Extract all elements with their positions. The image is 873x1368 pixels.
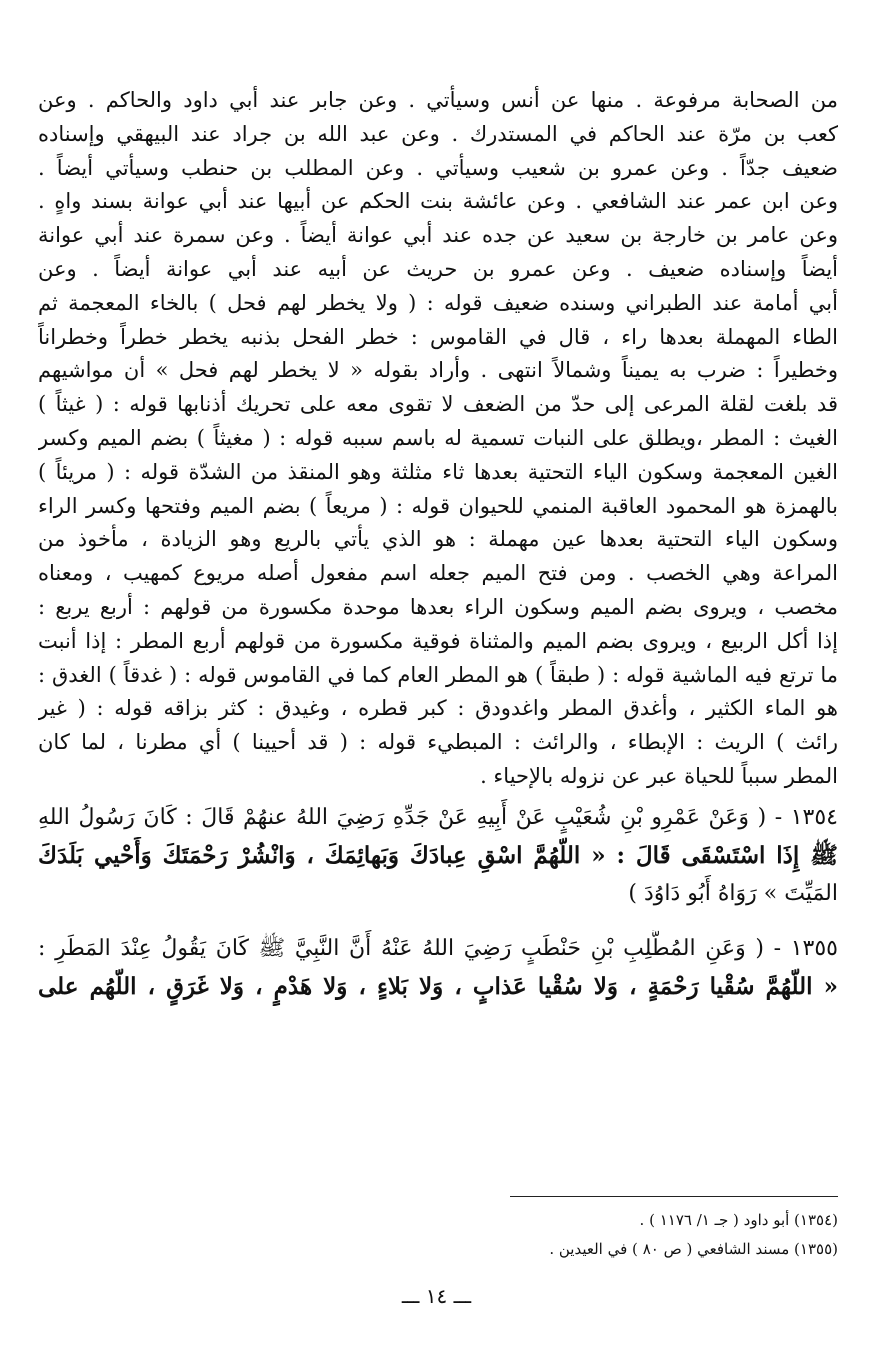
hadith-line: ١٣٥٤ - ( وَعَنْ عَمْرِو بْنِ شُعَيْبٍ عَنْ أَبِيهِ عَنْ جَدِّهِ رَضِيَ اللهُ عنهُمْ قَالَ : كَانَ رَسُولُ اللهِ bbox=[38, 804, 838, 830]
commentary-line: من الصحابة مرفوعة . منها عن أنس وسيأتي . وعن جابر عند أبي داود والحاكم . وعن bbox=[38, 88, 838, 112]
footnote: (١٣٥٥) مسند الشافعي ( ص ٨٠ ) في العيدين . bbox=[549, 1240, 838, 1258]
commentary-line: رائث ) الريث : الإبطاء ، والرائث : المبطيء قوله : ( قد أحيينا ) أي مطرنا ، لما كان bbox=[38, 730, 838, 755]
hadith-line: « اللّهُمَّ سُقْيا رَحْمَةٍ ، وَلا سُقْيا عَذابٍ ، وَلا بَلاءٍ ، وَلا هَدْمٍ ، وَلا غَرَقٍ ، اللّهُم على bbox=[38, 972, 838, 1000]
commentary-line: ما ترتع فيه الماشية قوله : ( طبقاً ) هو المطر العام كما في القاموس قوله : ( غدقاً ) الغدق : bbox=[38, 662, 838, 687]
commentary-line: كعب بن مرّة عند الحاكم في المستدرك . وعن عبد الله بن جراد عند البيهقي وإسناده bbox=[38, 121, 838, 146]
commentary-block bbox=[38, 84, 838, 794]
commentary-line: المراعة وهي الخصب . ومن فتح الميم جعله اسم مفعول أصله مريوع كمهيب ، ومعناه bbox=[38, 561, 838, 586]
hadith-line: المَيِّتَ » رَوَاهُ أَبُو دَاوُدَ ) bbox=[628, 880, 838, 906]
commentary-line: أيضاً وإسناده ضعيف . وعن عمرو بن حريث عن أبيه عند أبي عوانة أيضاً . وعن bbox=[38, 256, 838, 281]
commentary-line: الطاء المهملة بعدها راء ، قال في القاموس : خطر الفحل بذنبه يخطر خطراً وخطراناً bbox=[38, 324, 838, 349]
footnote-divider bbox=[510, 1196, 838, 1197]
commentary-line: مخصب ، ويروى بضم الميم وسكون الراء بعدها موحدة مكسورة من قولهم : أربع يربع : bbox=[38, 594, 838, 619]
page-number: ـــ ١٤ ـــ bbox=[401, 1284, 472, 1308]
commentary-line: وسكون الياء التحتية بعدها عين مهملة : هو الذي يأتي بالريع وهو الزيادة ، مأخوذ من bbox=[38, 527, 838, 552]
commentary-line: قد بلغت لقلة المرعى إلى حدّ من الضعف لا تقوى معه على تحريك أذنابها قوله : ( غيثاً ) bbox=[38, 392, 838, 417]
commentary-line: المطر سبباً للحياة عبر عن نزوله بالإحياء . bbox=[480, 763, 838, 788]
commentary-line: بالهمزة هو المحمود العاقبة المنمي للحيوان قوله : ( مريعاً ) بضم الميم وفتحها وكسر الراء bbox=[38, 493, 838, 518]
hadith-1355 bbox=[38, 930, 838, 1006]
commentary-line: وعن ابن عمر عند الشافعي . وعن عائشة بنت الحكم عن أبيها عند أبي عوانة بسند واهٍ . bbox=[38, 189, 838, 214]
footnote: (١٣٥٤) أبو داود ( جـ ١/ ١١٧٦ ) . bbox=[639, 1211, 838, 1229]
footnotes bbox=[38, 1206, 838, 1264]
hadith-line: ١٣٥٥ - ( وَعَنِ المُطَّلِبِ بْنِ حَنْطَبٍ رَضِيَ اللهُ عَنْهُ أَنَّ النَّبِيَّ ﷺ كَانَ يَقُولُ عِنْدَ المَطَرِ : bbox=[38, 935, 838, 961]
commentary-line: وعن عامر بن خارجة بن سعيد عن جده عند أبي عوانة أيضاً . وعن سمرة عند أبي عوانة bbox=[38, 223, 838, 248]
commentary-line: إذا أكل الربيع ، ويروى بضم الميم والمثناة فوقية مكسورة من قولهم أربع المطر : إذا أنبت bbox=[38, 628, 838, 653]
commentary-line: هو الماء الكثير ، وأغدق المطر واغدودق : كبر قطره ، وغيدق : كثر بزاقه قوله : ( غير bbox=[38, 696, 838, 721]
commentary-line: وخطيراً : ضرب به يميناً وشمالاً انتهى . وأراد بقوله « لا يخطر لهم فحل » أن مواشيهم bbox=[38, 358, 838, 383]
hadith-line: ﷺ إِذَا اسْتَسْقَى قَالَ : « اللّهُمَّ اسْقِ عِبادَكَ وَبَهائِمَكَ ، وَانْشُرْ رَحْمَتَكَ وَأَحْيي بَلَدَكَ bbox=[38, 841, 838, 869]
page-body bbox=[38, 84, 838, 1006]
commentary-line: أبي أمامة عند الطبراني وسنده ضعيف قوله : ( ولا يخطر لهم فحل ) بالخاء المعجمة ثم bbox=[38, 290, 838, 315]
commentary-line: الغين المعجمة وسكون الياء التحتية بعدها ثاء مثلثة وهو المنقذ من الشدّة قوله : ( مريئاً ) bbox=[38, 459, 838, 484]
commentary-line: ضعيف جدّاً . وعن عمرو بن شعيب وسيأتي . وعن المطلب بن حنطب وسيأتي أيضاً . bbox=[38, 155, 838, 180]
commentary-line: الغيث : المطر ،ويطلق على النبات تسمية له باسم سببه قوله : ( مغيثاً ) بضم الميم وكسر bbox=[38, 425, 838, 450]
spacer bbox=[38, 913, 838, 925]
hadith-1354 bbox=[38, 799, 838, 913]
